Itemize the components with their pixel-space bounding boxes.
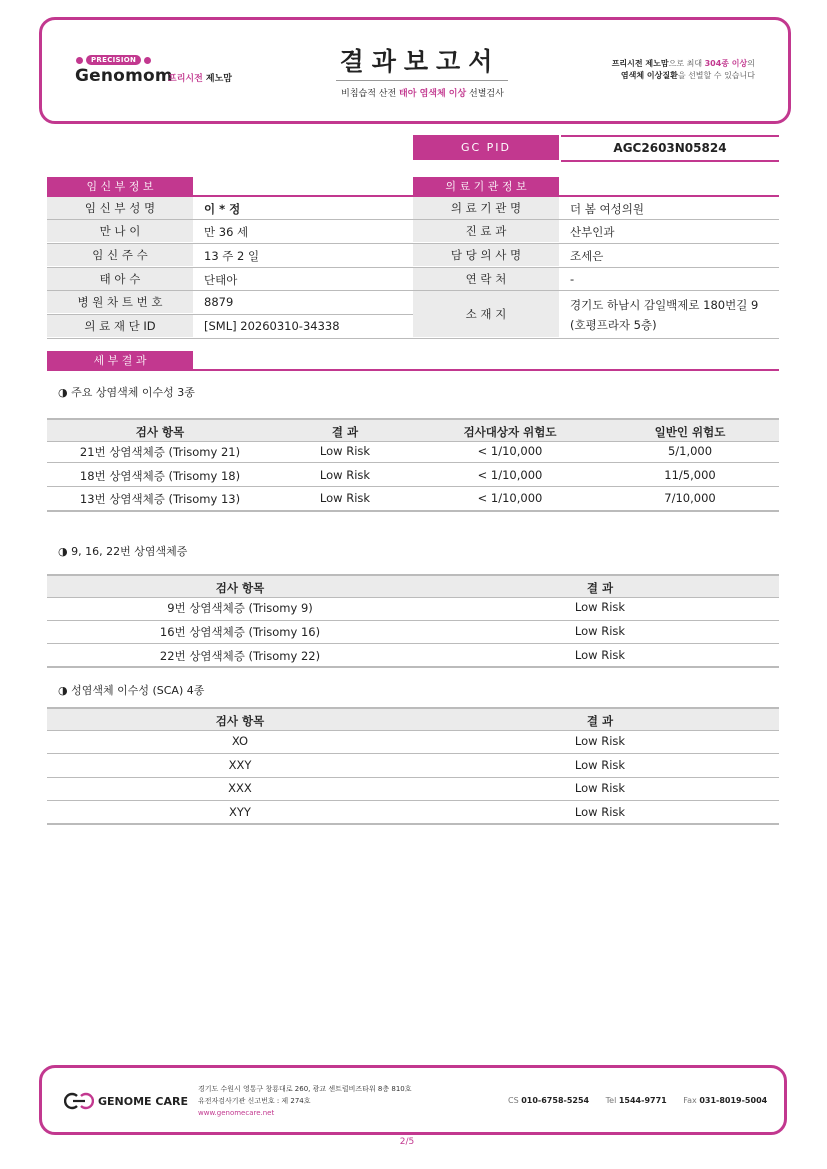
minor-row-3-result: Low Risk (574, 648, 626, 662)
inst-label-address: 소 재 지 (413, 291, 559, 337)
major-row-2-item: 18번 상염색체증 (Trisomy 18) (79, 469, 241, 483)
minor-row-2-result: Low Risk (574, 624, 626, 638)
major-row-1-subject-risk: < 1/10,000 (477, 444, 543, 458)
sca-row-4-item: XYY (229, 805, 251, 819)
precision-badge (76, 55, 151, 65)
page-subtitle (320, 86, 525, 99)
promo-text-2: 을 선별할 수 있습니다 (677, 71, 755, 80)
title-divider (336, 80, 508, 81)
minor-col-result: 결 과 (586, 581, 614, 595)
brand-subtitle (168, 71, 232, 84)
tel-number: 1544-9771 (618, 1096, 667, 1105)
subtitle-pre: 비침습적 산전 (341, 89, 400, 99)
patient-label-age: 만 나 이 (47, 220, 193, 242)
inst-value-name: 더 봄 여성의원 (570, 202, 644, 216)
table-bottom-border (47, 510, 779, 512)
patient-section-title: 임 신 부 정 보 (47, 177, 193, 196)
footer-address-line: 경기도 수원시 영통구 창룡대로 260, 광교 센트럴비즈타워 8층 810호 (198, 1085, 412, 1093)
row-divider (47, 730, 779, 731)
inst-value-dept: 산부인과 (570, 225, 615, 239)
minor-row-1-result: Low Risk (574, 600, 626, 614)
major-row-1-result: Low Risk (319, 444, 371, 458)
major-col-general-risk: 일반인 위험도 (654, 425, 726, 439)
gc-pid-label: GC PID (413, 135, 559, 160)
major-row-3-subject-risk: < 1/10,000 (477, 491, 543, 505)
brand-logo: Genomom (75, 66, 173, 86)
footer-address (198, 1083, 412, 1119)
major-row-1-item: 21번 상염색체증 (Trisomy 21) (79, 445, 241, 459)
row-divider (47, 441, 779, 442)
row-divider (47, 486, 779, 487)
patient-label-weeks: 임 신 주 수 (47, 244, 193, 266)
row-divider (47, 777, 779, 778)
patient-value-name: 이 * 정 (204, 202, 241, 216)
cs-label: CS (508, 1096, 519, 1105)
inst-value-address-line1: 경기도 하남시 감일백제로 180번길 9 (570, 298, 759, 312)
major-row-1-general-risk: 5/1,000 (667, 444, 713, 458)
major-row-3-general-risk: 7/10,000 (664, 491, 716, 505)
inst-value-doctor: 조세은 (570, 249, 604, 263)
brand-sub-rest: 제노맘 (205, 74, 233, 84)
sca-row-1-result: Low Risk (574, 734, 626, 748)
major-col-item: 검사 항목 (135, 425, 185, 439)
patient-value-foundation: [SML] 20260310-34338 (204, 319, 340, 333)
table-bottom-border (47, 666, 779, 668)
sca-row-3-result: Low Risk (574, 781, 626, 795)
patient-value-age: 만 36 세 (204, 225, 249, 239)
row-divider (47, 620, 779, 621)
patient-value-fetus: 단태아 (204, 273, 238, 287)
promo-text-1b: 의 (747, 59, 755, 68)
inst-value-contact: - (570, 272, 575, 286)
promo-text (560, 58, 755, 82)
inst-label-contact: 연 락 처 (413, 268, 559, 290)
row-divider (47, 338, 413, 339)
sca-col-item: 검사 항목 (215, 714, 265, 728)
genome-care-logo (64, 1092, 188, 1110)
patient-label-foundation: 의 료 재 단 ID (47, 315, 193, 337)
details-section-title: 세 부 결 과 (47, 351, 193, 370)
minor-row-2-item: 16번 상염색체증 (Trisomy 16) (159, 625, 321, 639)
institution-section-title: 의 료 기 관 정 보 (413, 177, 559, 196)
tel-label: Tel (605, 1096, 617, 1105)
dot-icon (76, 57, 83, 64)
brand-sub-highlight: 프리시전 (168, 74, 203, 84)
patient-label-fetus: 태 아 수 (47, 268, 193, 290)
sca-heading: ◑ 성염색체 이수성 (SCA) 4종 (58, 684, 205, 697)
patient-label-chart: 병 원 차 트 번 호 (47, 291, 193, 313)
footer-license: 유전자검사기관 신고번호 : 제 274호 (198, 1097, 311, 1105)
patient-label-name: 임 신 부 성 명 (47, 197, 193, 219)
footer-contacts (508, 1096, 767, 1105)
major-row-2-subject-risk: < 1/10,000 (477, 468, 543, 482)
table-bottom-border (47, 823, 779, 825)
major-row-2-result: Low Risk (319, 468, 371, 482)
minor-row-1-item: 9번 상염색체증 (Trisomy 9) (167, 601, 313, 615)
major-row-3-item: 13번 상염색체증 (Trisomy 13) (79, 492, 241, 506)
row-divider (47, 643, 779, 644)
footer-website-link[interactable]: www.genomecare.net (198, 1109, 275, 1117)
inst-value-address-line2: (호평프라자 5층) (570, 318, 657, 332)
sca-col-result: 결 과 (586, 714, 614, 728)
row-divider (47, 597, 779, 598)
row-divider (47, 800, 779, 801)
major-col-result: 결 과 (331, 425, 359, 439)
minor-row-3-item: 22번 상염색체증 (Trisomy 22) (159, 649, 321, 663)
gc-pid-value: AGC2603N05824 (561, 135, 779, 162)
row-divider (47, 753, 779, 754)
row-divider (47, 462, 779, 463)
sca-row-3-item: XXX (228, 781, 252, 795)
company-name: GENOME CARE (98, 1094, 188, 1108)
genome-care-icon (64, 1092, 94, 1110)
sca-row-2-item: XXY (228, 758, 252, 772)
fax-number: 031-8019-5004 (699, 1096, 768, 1105)
minor-heading: ◑ 9, 16, 22번 상염색체증 (58, 545, 188, 558)
details-section-line (47, 369, 779, 371)
page-number: 2/5 (399, 1137, 415, 1147)
subtitle-post: 선별검사 (466, 89, 504, 99)
patient-value-weeks: 13 주 2 일 (204, 249, 260, 263)
precision-label: PRECISION (86, 55, 141, 65)
major-heading: ◑ 주요 상염색체 이수성 3종 (58, 386, 195, 399)
promo-bold-1: 프리시전 제노맘 (611, 59, 669, 68)
dot-icon (144, 57, 151, 64)
patient-value-chart: 8879 (204, 295, 234, 309)
row-divider (413, 338, 779, 339)
major-row-3-result: Low Risk (319, 491, 371, 505)
inst-label-dept: 진 료 과 (413, 220, 559, 242)
sca-row-1-item: XO (231, 734, 249, 748)
subtitle-highlight: 태아 염색체 이상 (399, 89, 467, 99)
promo-bold-2: 염색체 이상질환 (620, 71, 678, 80)
page-title: 결과보고서 (339, 47, 501, 76)
fax-label: Fax (683, 1096, 697, 1105)
inst-label-name: 의 료 기 관 명 (413, 197, 559, 219)
promo-text-1a: 으로 최대 (668, 59, 705, 68)
major-row-2-general-risk: 11/5,000 (664, 468, 716, 482)
major-col-subject-risk: 검사대상자 위험도 (463, 425, 557, 439)
sca-row-2-result: Low Risk (574, 758, 626, 772)
inst-label-doctor: 담 당 의 사 명 (413, 244, 559, 266)
cs-number: 010-6758-5254 (521, 1096, 590, 1105)
sca-row-4-result: Low Risk (574, 805, 626, 819)
promo-highlight: 304종 이상 (704, 59, 748, 68)
minor-col-item: 검사 항목 (215, 581, 265, 595)
